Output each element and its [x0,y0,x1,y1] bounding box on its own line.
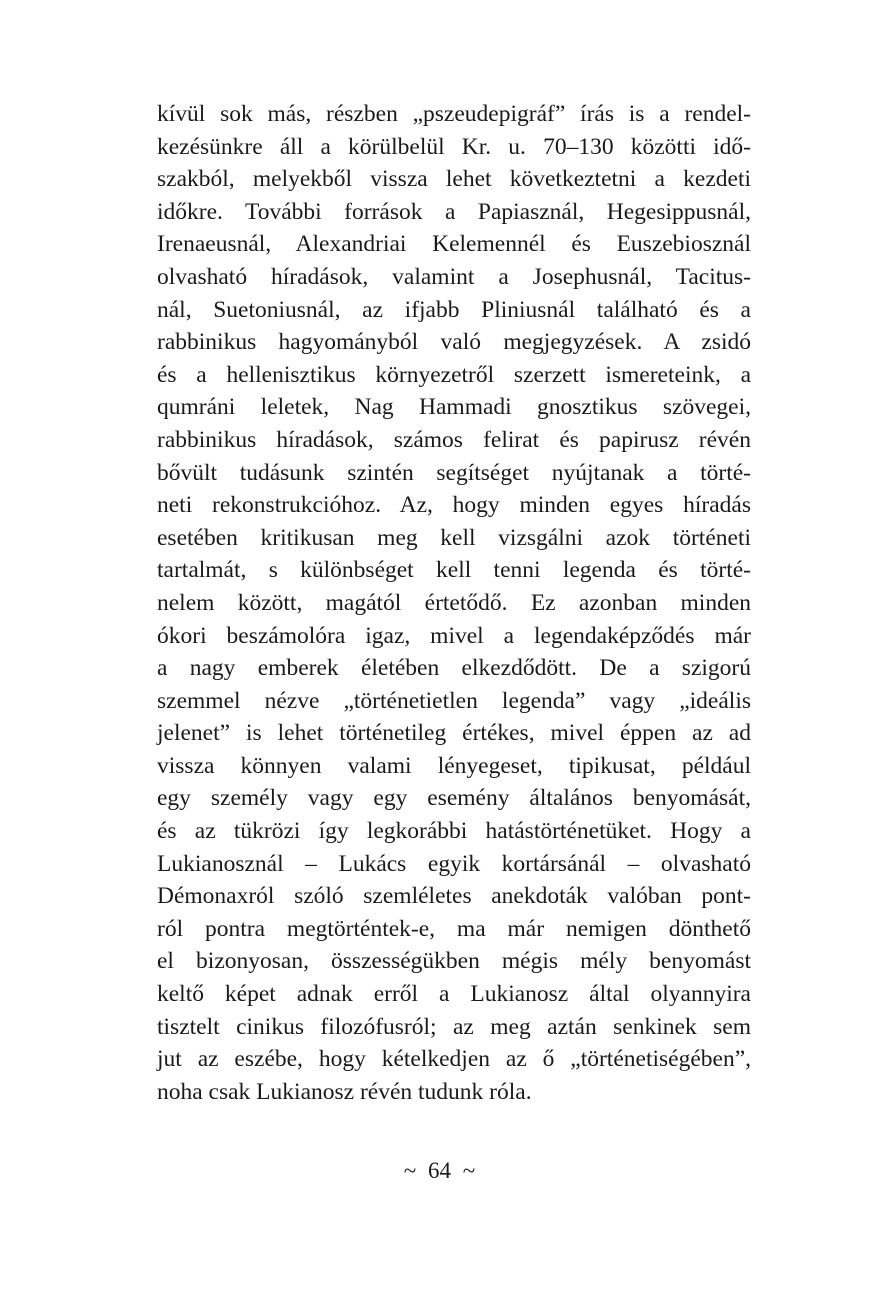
text-line: esetében kritikusan meg kell vizsgálni azok történeti [157,524,751,551]
page-number: ~ 64 ~ [403,1158,476,1183]
text-line: bővült tudásunk szintén segítséget nyújtanak a törté- [157,459,751,486]
text-line: ókori beszámolóra igaz, mivel a legendaképződés már [157,622,751,649]
text-line: nál, Suetoniusnál, az ifjabb Pliniusnál található és a [157,296,751,323]
text-line: kezésünkre áll a körülbelül Kr. u. 70–130 közötti idő- [157,133,751,160]
text-line: ról pontra megtörténtek-e, ma már nemigen dönthető [157,915,751,942]
text-line: olvasható híradások, valamint a Josephusnál, Tacitus- [157,263,751,290]
text-line: a nagy emberek életében elkezdődött. De a szigorú [157,655,751,682]
text-line: nelem között, magától értetődő. Ez azonban minden [157,589,751,616]
text-line: tartalmát, s különbséget kell tenni legenda és törté- [157,557,751,584]
text-line: qumráni leletek, Nag Hammadi gnosztikus szövegei, [157,394,751,421]
text-line: vissza könnyen valami lényegeset, tipikusat, például [157,752,751,779]
text-line: rabbinikus hagyományból való megjegyzések. A zsidó [157,329,751,356]
text-line: noha csak Lukianosz révén tudunk róla. [157,1078,532,1105]
text-line: kívül sok más, részben „pszeudepigráf” írás is a rendel- [157,101,751,127]
text-line: jelenet” is lehet történetileg értékes, mivel éppen az ad [157,720,751,747]
text-line: egy személy vagy egy esemény általános benyomását, [157,785,751,812]
text-line: keltő képet adnak erről a Lukianosz által olyannyira [157,981,751,1008]
body-paragraph [157,98,751,1108]
text-line: neti rekonstrukcióhoz. Az, hogy minden egyes híradás [157,492,751,519]
text-line: jut az eszébe, hogy kételkedjen az ő „történetiségében”, [157,1046,751,1073]
text-line: időkre. További források a Papiasznál, Hegesippusnál, [157,198,751,225]
text-line: rabbinikus híradások, számos felirat és papirusz révén [157,426,751,453]
text-line: el bizonyosan, összességükben mégis mély benyomást [157,948,751,975]
text-line: és a hellenisztikus környezetről szerzett ismereteink, a [157,361,751,388]
text-line: tisztelt cinikus filozófusról; az meg aztán senkinek sem [157,1013,751,1040]
text-line: szakból, melyekből vissza lehet következtetni a kezdeti [157,166,751,193]
text-line: Irenaeusnál, Alexandriai Kelemennél és Euszebiosznál [157,231,751,258]
text-line: szemmel nézve „történetietlen legenda” vagy „ideális [157,687,751,714]
text-line: és az tükrözi így legkorábbi hatástörténetüket. Hogy a [157,818,751,845]
text-line: Lukianosznál – Lukács egyik kortársánál – olvasható [157,850,751,877]
text-line: Démonaxról szóló szemléletes anekdoták valóban pont- [157,883,751,910]
